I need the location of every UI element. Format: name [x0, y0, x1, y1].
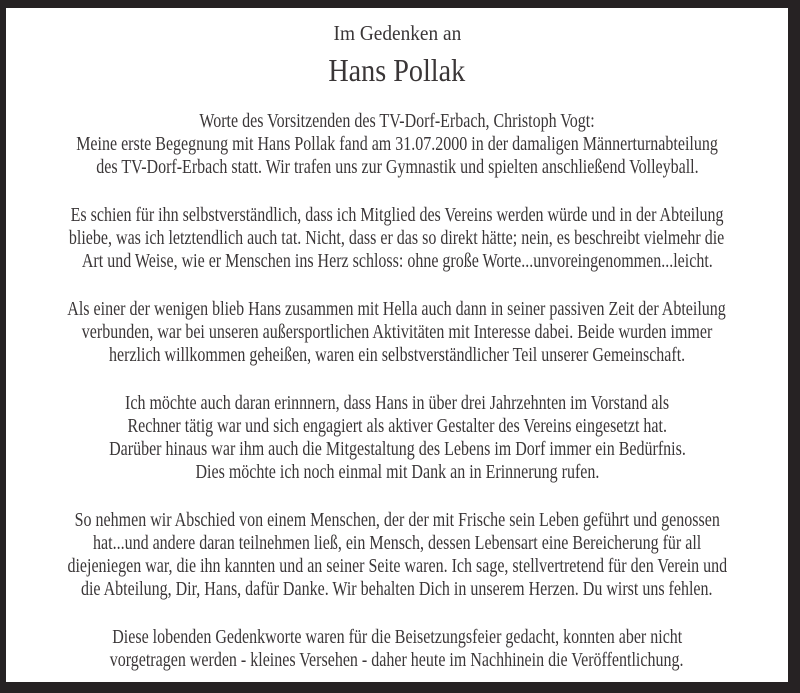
paragraph [6, 298, 788, 367]
text-line [6, 555, 788, 578]
text-line-content: Als einer der wenigen blieb Hans zusammen mit Hella auch dann in seiner passiven Zeit der Abteilung [67, 298, 727, 320]
deceased-name [6, 52, 788, 88]
text-line-content: Dies möchte ich noch einmal mit Dank an in Erinnerung rufen. [195, 461, 599, 483]
text-line-content: Es schien für ihn selbstverständlich, dass ich Mitglied des Vereins werden würde und in der Abteilung [70, 204, 724, 226]
dedication-line [6, 20, 788, 46]
text-line [6, 649, 788, 672]
paragraph [6, 392, 788, 484]
text-line [6, 344, 788, 367]
text-line [6, 626, 788, 649]
text-line-content: hat...und andere daran teilnehmen ließ, ein Mensch, dessen Lebensart eine Bereicherung für all [92, 532, 702, 554]
text-line-content: Meine erste Begegnung mit Hans Pollak fand am 31.07.2000 in der damaligen Männerturnabteilung [76, 133, 718, 155]
text-line [6, 392, 788, 415]
obituary-body-text [6, 110, 788, 672]
text-line [6, 578, 788, 601]
text-line [6, 321, 788, 344]
text-line-content: Worte des Vorsitzenden des TV-Dorf-Erbach, Christoph Vogt: [199, 110, 595, 132]
text-line [6, 532, 788, 555]
text-line-content: So nehmen wir Abschied von einem Menschen, der der mit Frische sein Leben geführt und genossen [74, 509, 720, 531]
text-line [6, 438, 788, 461]
text-line-content: die Abteilung, Dir, Hans, dafür Danke. Wir behalten Dich in unserem Herzen. Du wirst uns fehlen. [81, 578, 713, 600]
text-line [6, 156, 788, 179]
text-line-content: herzlich willkommen geheißen, waren ein selbstverständlicher Teil unserer Gemeinschaft. [108, 344, 686, 366]
paragraph [6, 204, 788, 273]
paragraph [6, 626, 788, 672]
paragraph [6, 110, 788, 179]
dedication-text: Im Gedenken an [333, 21, 461, 45]
text-line [6, 298, 788, 321]
deceased-name-text: Hans Pollak [328, 52, 466, 88]
text-line-content: diejeniegen war, die ihn kannten und an seiner Seite waren. Ich sage, stellvertretend für den Verein und [67, 555, 727, 577]
text-line [6, 227, 788, 250]
text-line-content: Diese lobenden Gedenkworte waren für die Beisetzungsfeier gedacht, konnten aber nicht [112, 626, 682, 648]
text-line [6, 133, 788, 156]
text-line-content: Ich möchte auch daran erinnnern, dass Hans in über drei Jahrzehnten im Vorstand als [124, 392, 670, 414]
text-line-content: des TV-Dorf-Erbach statt. Wir trafen uns zur Gymnastik und spielten anschließend Volleyball. [95, 156, 699, 178]
text-line [6, 415, 788, 438]
obituary-header [6, 20, 788, 88]
text-line-content: vorgetragen werden - kleines Versehen - daher heute im Nachhinein die Veröffentlichung. [110, 649, 684, 671]
text-line [6, 110, 788, 133]
text-line-content: verbunden, war bei unseren außersportlichen Aktivitäten mit Interesse dabei. Beide wurden immer [81, 321, 713, 343]
text-line [6, 461, 788, 484]
text-line [6, 250, 788, 273]
text-line-content: Rechner tätig war und sich engagiert als aktiver Gestalter des Vereins eingesetzt hat. [127, 415, 667, 437]
text-line-content: Art und Weise, wie er Menschen ins Herz schloss: ohne große Worte...unvoreingenommen...leicht. [81, 250, 713, 272]
text-line [6, 204, 788, 227]
text-line [6, 509, 788, 532]
text-line-content: bliebe, was ich letztendlich auch tat. Nicht, dass er das so direkt hätte; nein, es beschreibt vielmehr die [69, 227, 725, 249]
paragraph [6, 509, 788, 601]
text-line-content: Darüber hinaus war ihm auch die Mitgestaltung des Lebens im Dorf immer ein Bedürfnis. [108, 438, 686, 460]
